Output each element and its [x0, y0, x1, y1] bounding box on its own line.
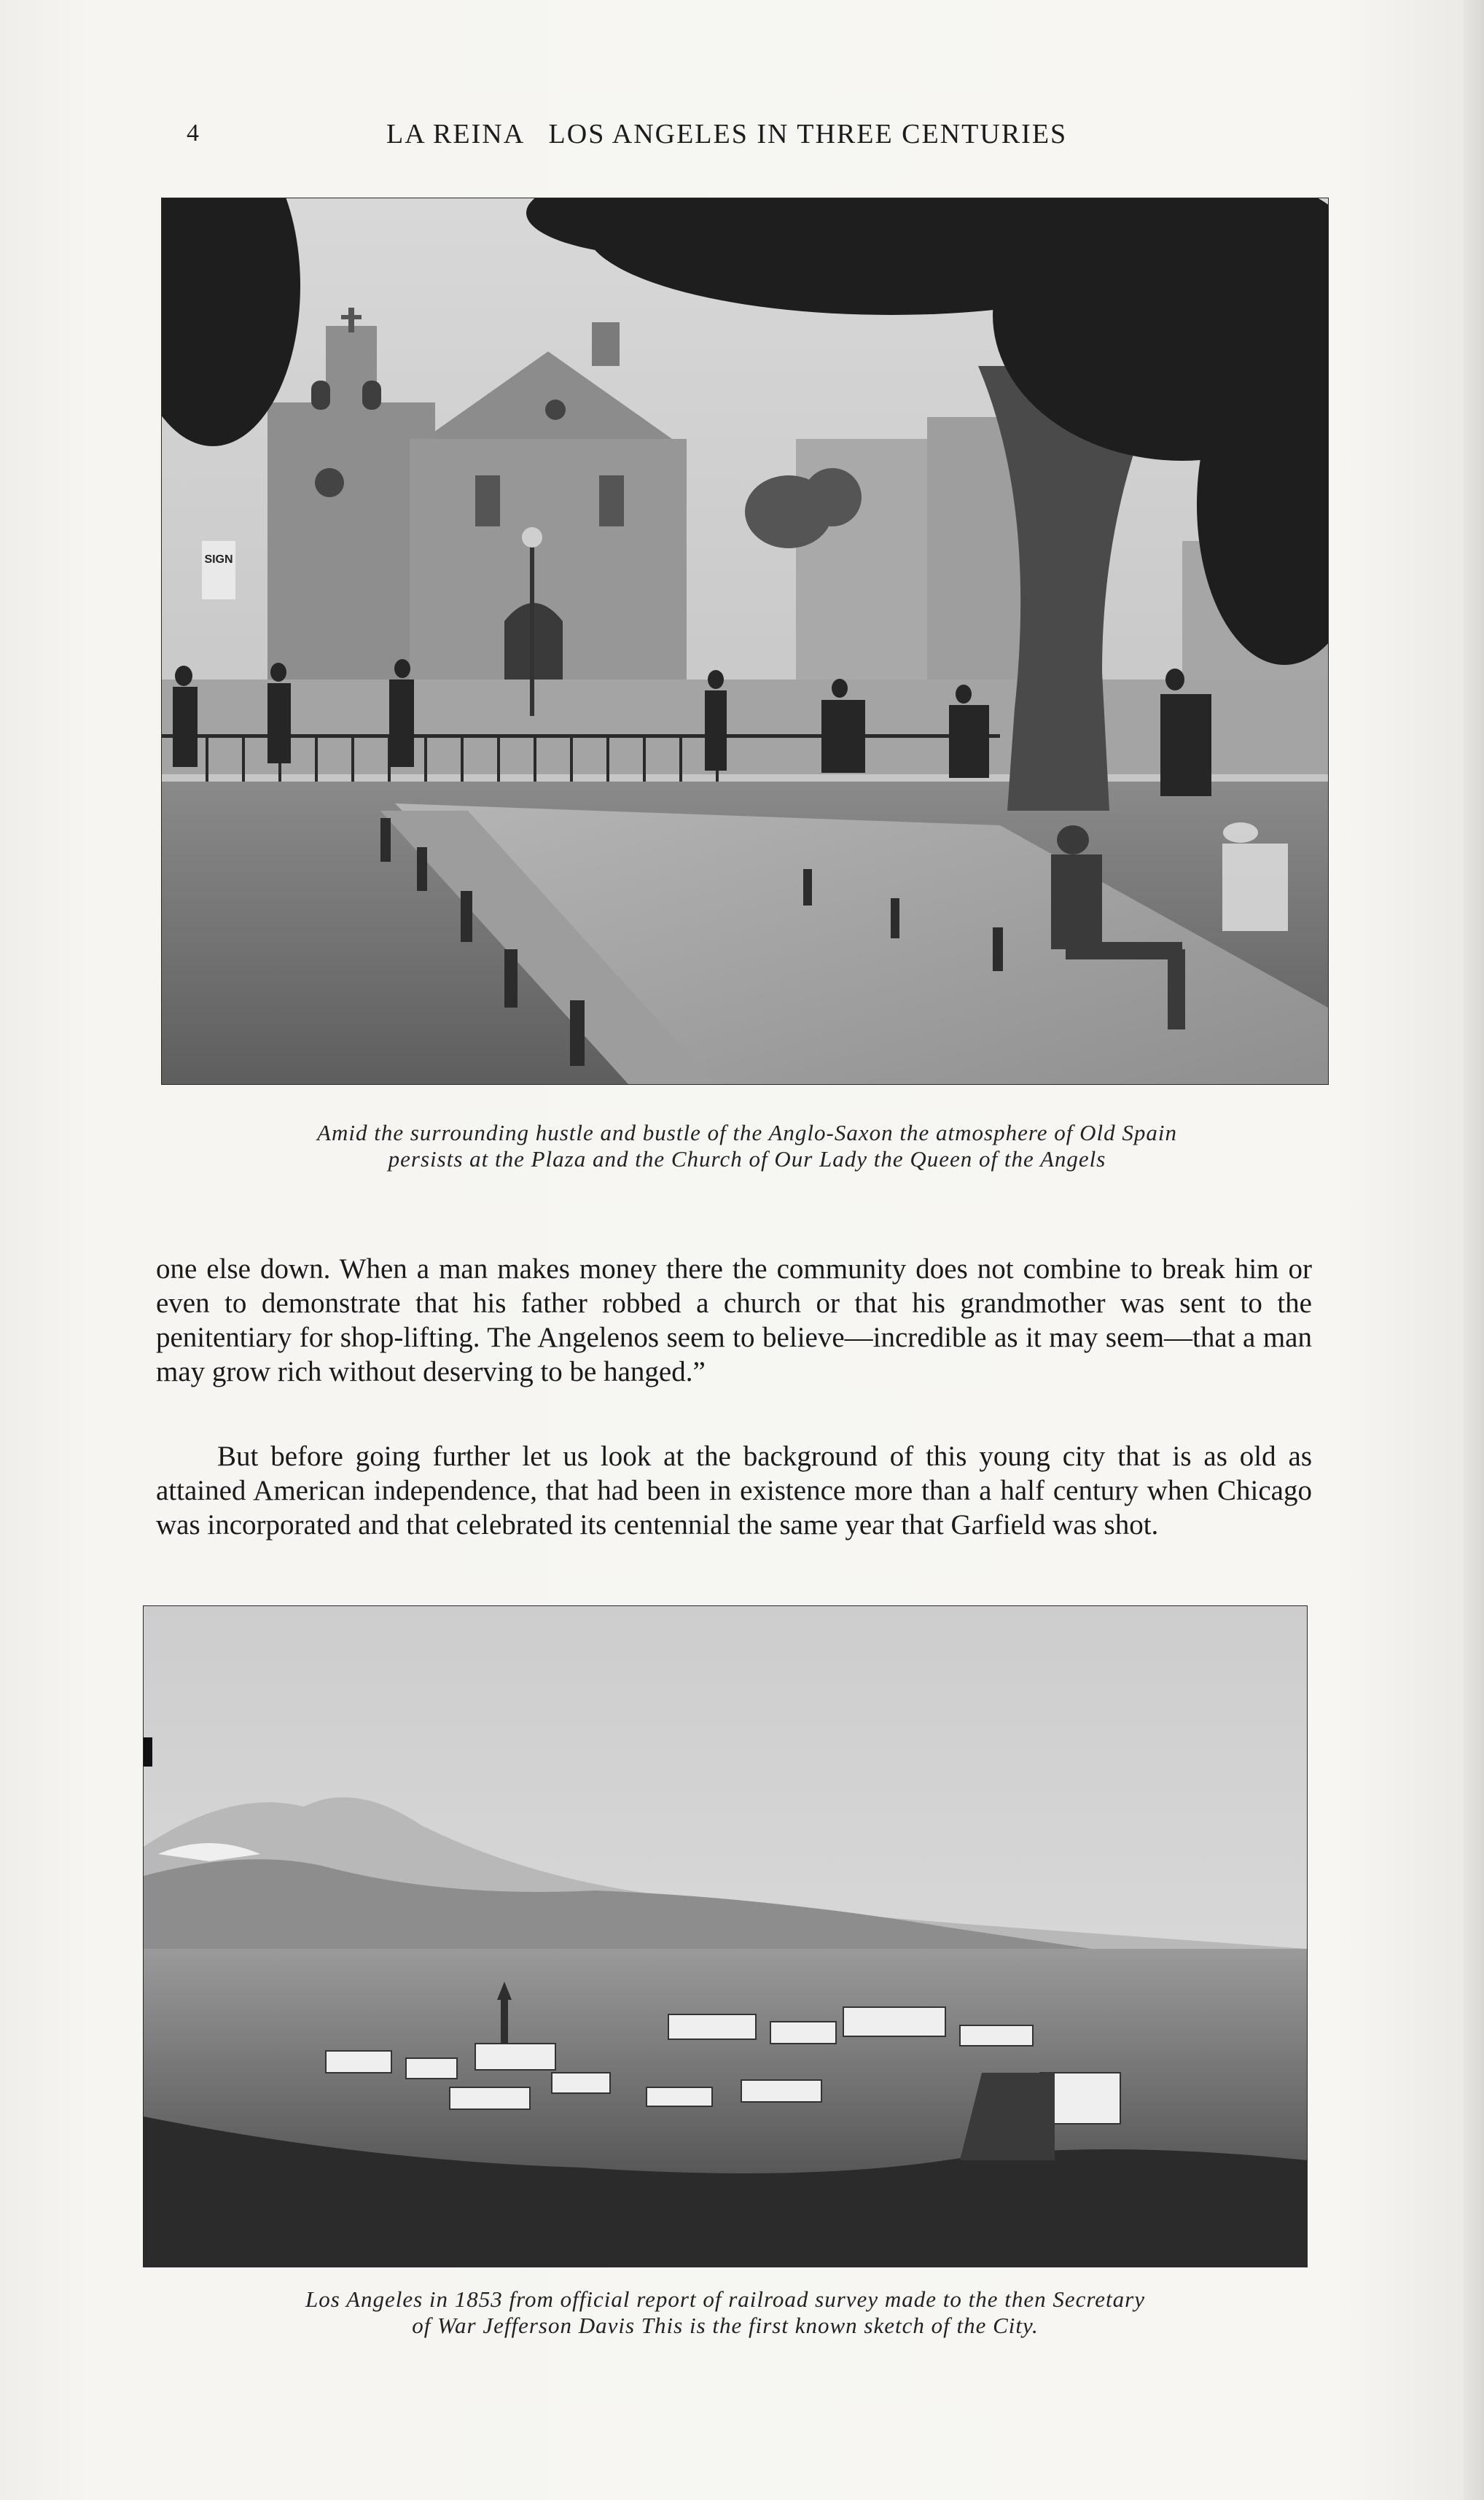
figure-caption-1	[168, 1120, 1327, 1172]
caption-2-line-1: Los Angeles in 1853 from official report of railroad survey made to the then Secretary	[305, 2286, 1145, 2312]
sign-board	[202, 541, 235, 599]
running-head-title: LA REINA LOS ANGELES IN THREE CENTURIES	[386, 119, 1068, 149]
caption-1-line-1: Amid the surrounding hustle and bustle of the Anglo-Saxon the atmosphere of Old Spain	[317, 1120, 1177, 1145]
caption-1-line-2: persists at the Plaza and the Church of Our Lady the Queen of the Angels	[388, 1146, 1106, 1172]
running-head	[0, 117, 1484, 160]
figure-caption-2	[146, 2286, 1305, 2339]
body-paragraph-1: one else down. When a man makes money there the community does not combine to break him or even to demonstrate that his father robbed a church or that his grandmother was sent to the penitentiary for shop-lifting. The Angelenos seem to believe—incredible as it may seem—that a man may grow rich without deserving to be hanged.”	[156, 1253, 1312, 1387]
sketch-illustration	[144, 1606, 1307, 2267]
sign-text: SIGN	[204, 553, 233, 566]
plaza-church-illustration	[162, 198, 1328, 1084]
los-angeles-1853-sketch	[144, 1606, 1307, 2267]
page-gutter-shadow	[1464, 0, 1484, 2500]
plaza-church-photo	[162, 198, 1328, 1084]
caption-2-line-2: of War Jefferson Davis This is the first known sketch of the City.	[412, 2313, 1039, 2338]
page-number: 4	[187, 120, 200, 147]
body-paragraph-2: But before going further let us look at the background of this young city that is as old as attained American independence, that had been in existence more than a half century when Chicago was incorporated and that celebrated its centennial the same year that Garfield was shot.	[156, 1441, 1312, 1541]
